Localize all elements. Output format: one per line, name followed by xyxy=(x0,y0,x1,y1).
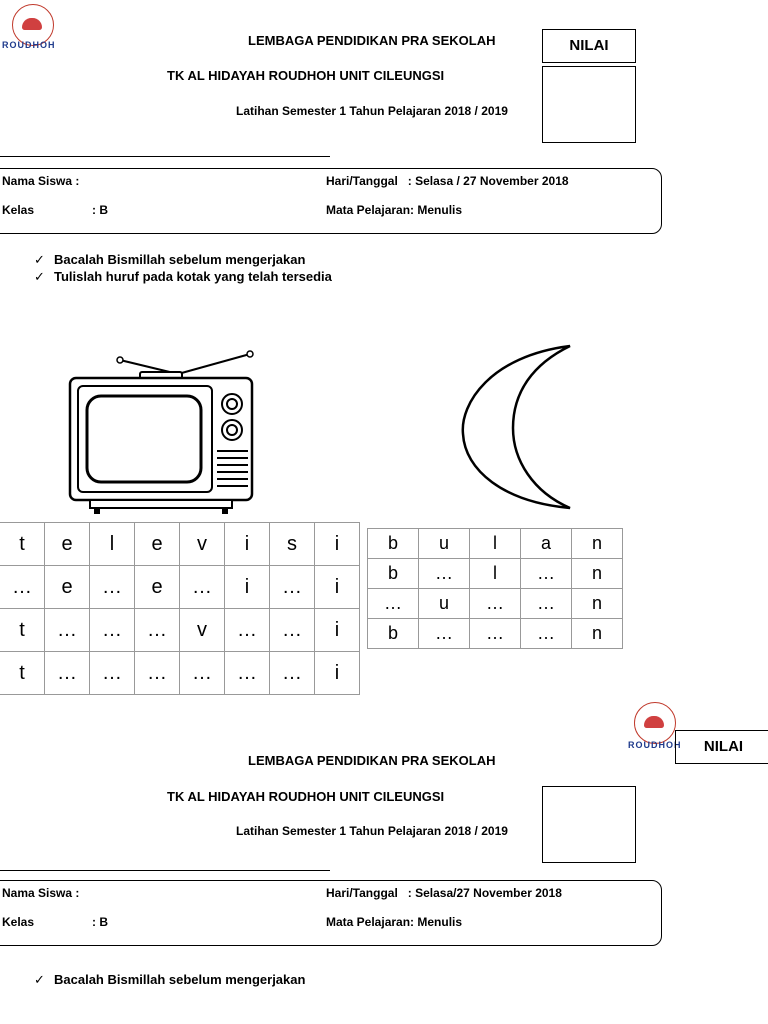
blank-cell[interactable]: … xyxy=(180,652,225,695)
header-institution: LEMBAGA PENDIDIKAN PRA SEKOLAH xyxy=(248,753,496,768)
blank-cell[interactable]: … xyxy=(180,566,225,609)
check-icon: ✓ xyxy=(34,972,45,987)
hari-tanggal-label: Hari/Tanggal : Selasa/27 November 2018 xyxy=(326,886,562,900)
nilai-score-box[interactable] xyxy=(542,786,636,863)
divider-line xyxy=(0,870,330,871)
blank-cell[interactable]: … xyxy=(368,589,419,619)
blank-cell[interactable]: … xyxy=(90,652,135,695)
instruction-1 xyxy=(34,972,305,988)
instruction-text: Bacalah Bismillah sebelum mengerjakan xyxy=(54,972,306,987)
letter-cell: i xyxy=(225,566,270,609)
mata-pelajaran-label: Mata Pelajaran: Menulis xyxy=(326,915,463,929)
instruction-text: Tulislah huruf pada kotak yang telah tersedia xyxy=(54,269,332,284)
table-row xyxy=(0,566,360,609)
logo-text: ROUDHOH xyxy=(628,740,682,750)
table-row xyxy=(368,589,623,619)
letter-cell: i xyxy=(315,523,360,566)
letter-cell: i xyxy=(315,566,360,609)
blank-cell[interactable]: … xyxy=(135,609,180,652)
letter-cell: e xyxy=(135,566,180,609)
blank-cell[interactable]: … xyxy=(419,619,470,649)
divider-line xyxy=(0,156,330,157)
header-exam: Latihan Semester 1 Tahun Pelajaran 2018 / 2019 xyxy=(236,824,508,838)
blank-cell[interactable]: … xyxy=(225,609,270,652)
letter-cell: v xyxy=(180,523,225,566)
letter-cell: i xyxy=(225,523,270,566)
instruction-2 xyxy=(34,269,332,285)
header-school: TK AL HIDAYAH ROUDHOH UNIT CILEUNGSI xyxy=(167,789,445,804)
television-illustration xyxy=(60,348,300,518)
blank-cell[interactable]: … xyxy=(270,652,315,695)
blank-cell[interactable]: … xyxy=(135,652,180,695)
check-icon: ✓ xyxy=(34,269,45,284)
letter-cell: e xyxy=(45,566,90,609)
letter-cell: i xyxy=(315,609,360,652)
nilai-score-box[interactable] xyxy=(542,66,636,143)
table-row xyxy=(0,609,360,652)
blank-cell[interactable]: … xyxy=(521,619,572,649)
blank-cell[interactable]: … xyxy=(0,566,45,609)
table-row xyxy=(0,652,360,695)
letter-cell: l xyxy=(90,523,135,566)
header-exam: Latihan Semester 1 Tahun Pelajaran 2018 / 2019 xyxy=(236,104,508,118)
nilai-label: NILAI xyxy=(703,738,744,755)
check-icon: ✓ xyxy=(34,252,45,267)
letter-cell: i xyxy=(315,652,360,695)
letter-cell: l xyxy=(470,559,521,589)
letter-cell: v xyxy=(180,609,225,652)
nilai-label: NILAI xyxy=(569,37,609,54)
moon-illustration xyxy=(455,342,585,514)
blank-cell[interactable]: … xyxy=(90,566,135,609)
letter-cell: u xyxy=(419,529,470,559)
hari-tanggal-label: Hari/Tanggal : Selasa / 27 November 2018 xyxy=(326,174,569,188)
letter-cell: b xyxy=(368,559,419,589)
table-row xyxy=(368,529,623,559)
bulan-letter-grid xyxy=(367,528,623,649)
blank-cell[interactable]: … xyxy=(225,652,270,695)
blank-cell[interactable]: … xyxy=(45,609,90,652)
blank-cell[interactable]: … xyxy=(521,559,572,589)
letter-cell: t xyxy=(0,523,45,566)
letter-cell: b xyxy=(368,529,419,559)
letter-cell: u xyxy=(419,589,470,619)
nilai-label-box xyxy=(675,730,768,764)
letter-cell: e xyxy=(45,523,90,566)
logo-icon xyxy=(644,716,664,728)
instruction-1 xyxy=(34,252,305,268)
header-institution: LEMBAGA PENDIDIKAN PRA SEKOLAH xyxy=(248,33,496,48)
table-row xyxy=(0,523,360,566)
letter-cell: e xyxy=(135,523,180,566)
instruction-text: Bacalah Bismillah sebelum mengerjakan xyxy=(54,252,306,267)
kelas-label: Kelas xyxy=(2,915,35,929)
kelas-value: : B xyxy=(92,915,108,929)
blank-cell[interactable]: … xyxy=(270,566,315,609)
header-school: TK AL HIDAYAH ROUDHOH UNIT CILEUNGSI xyxy=(167,68,445,83)
blank-cell[interactable]: … xyxy=(470,589,521,619)
blank-cell[interactable]: … xyxy=(470,619,521,649)
logo-text: ROUDHOH xyxy=(2,40,56,50)
letter-cell: t xyxy=(0,652,45,695)
blank-cell[interactable]: … xyxy=(270,609,315,652)
letter-cell: s xyxy=(270,523,315,566)
table-row xyxy=(368,559,623,589)
blank-cell[interactable]: … xyxy=(419,559,470,589)
letter-cell: n xyxy=(572,559,623,589)
letter-cell: t xyxy=(0,609,45,652)
table-row xyxy=(368,619,623,649)
letter-cell: n xyxy=(572,529,623,559)
nilai-label-box xyxy=(542,29,636,63)
televisi-letter-grid xyxy=(0,522,360,695)
logo-icon xyxy=(22,18,42,30)
kelas-label: Kelas xyxy=(2,203,35,217)
nama-siswa-label: Nama Siswa : xyxy=(2,886,80,900)
letter-cell: l xyxy=(470,529,521,559)
kelas-value: : B xyxy=(92,203,108,217)
nama-siswa-label: Nama Siswa : xyxy=(2,174,80,188)
letter-cell: b xyxy=(368,619,419,649)
blank-cell[interactable]: … xyxy=(521,589,572,619)
letter-cell: a xyxy=(521,529,572,559)
blank-cell[interactable]: … xyxy=(90,609,135,652)
blank-cell[interactable]: … xyxy=(45,652,90,695)
letter-cell: n xyxy=(572,589,623,619)
letter-cell: n xyxy=(572,619,623,649)
mata-pelajaran-label: Mata Pelajaran: Menulis xyxy=(326,203,463,217)
